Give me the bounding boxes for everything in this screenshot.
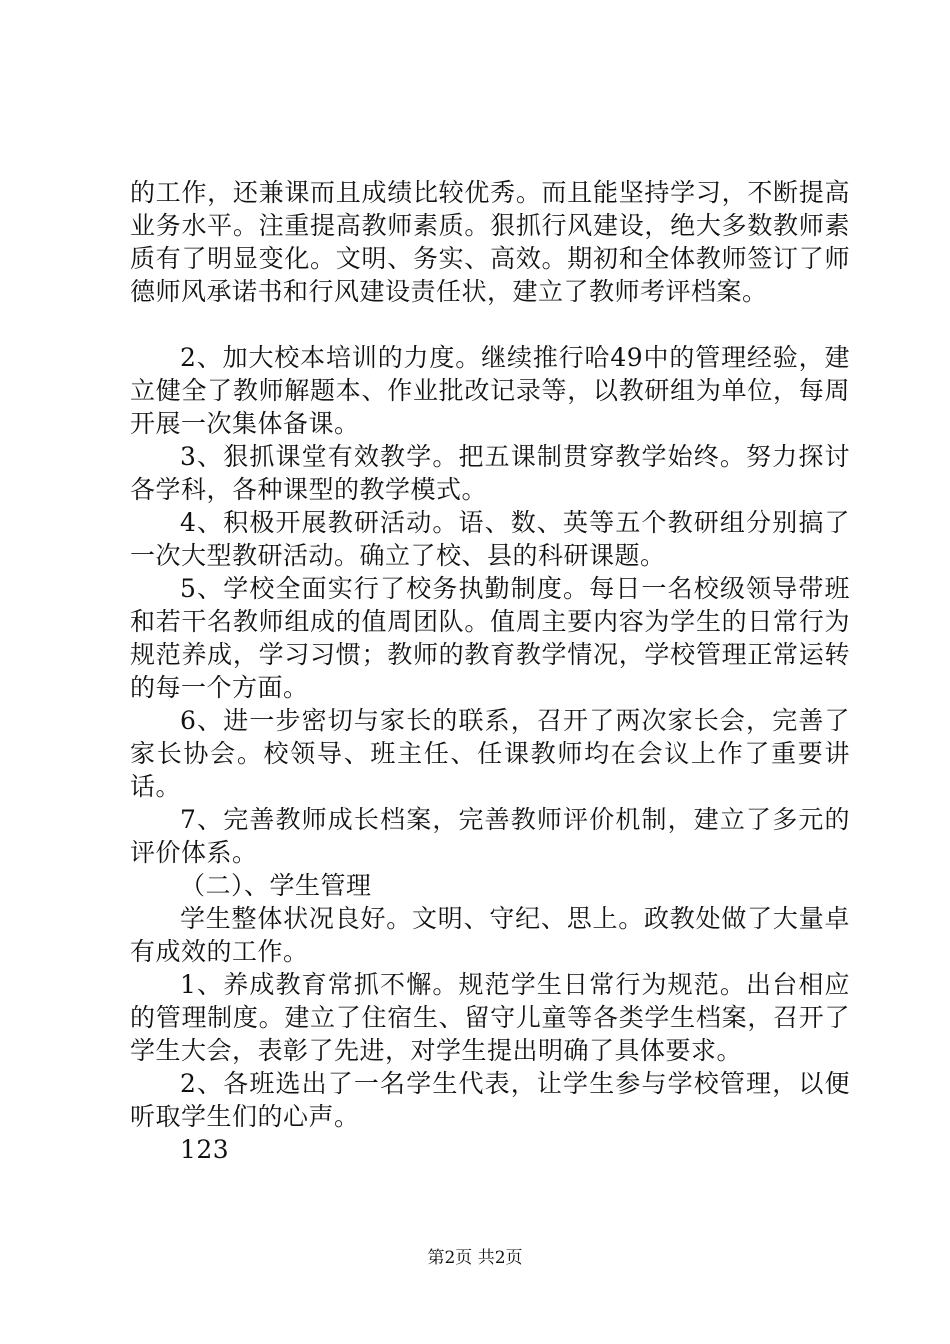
paragraph-student-item-2: 2、各班选出了一名学生代表，让学生参与学校管理，以便听取学生们的心声。 [130, 1069, 850, 1131]
paragraph-continuation: 的工作，还兼课而且成绩比较优秀。而且能坚持学习，不断提高业务水平。注重提高教师素质。狠抓行风建设，绝大多数教师素质有了明显变化。文明、务实、高效。期初和全体教师签订了师德师风承诺书和行风建设责任状，建立了教师考评档案。 [130, 178, 850, 306]
paragraph-trailing-number: 123 [180, 1135, 230, 1164]
paragraph-item-3: 3、狠抓课堂有效教学。把五课制贯穿教学始终。努力探讨各学科，各种课型的教学模式。 [130, 442, 850, 504]
page-footer: 第2页 共2页 [427, 1248, 523, 1268]
paragraph-item-7: 7、完善教师成长档案，完善教师评价机制，建立了多元的评价体系。 [130, 805, 850, 867]
paragraph-item-2: 2、加大校本培训的力度。继续推行哈49中的管理经验，建立健全了教师解题本、作业批改记录等，以教研组为单位，每周开展一次集体备课。 [130, 343, 850, 438]
paragraph-item-5: 5、学校全面实行了校务执勤制度。每日一名校级领导带班和若干名教师组成的值周团队。值周主要内容为学生的日常行为规范养成，学习习惯；教师的教育教学情况，学校管理正常运转的每一个方面。 [130, 574, 850, 702]
paragraph-item-6: 6、进一步密切与家长的联系，召开了两次家长会，完善了家长协会。校领导、班主任、任课教师均在会议上作了重要讲话。 [130, 706, 850, 801]
section-heading-student-management: （二）、学生管理 [180, 871, 372, 900]
paragraph-student-overview: 学生整体状况良好。文明、守纪、思上。政教处做了大量卓有成效的工作。 [130, 904, 850, 966]
paragraph-student-item-1: 1、养成教育常抓不懈。规范学生日常行为规范。出台相应的管理制度。建立了住宿生、留守儿童等各类学生档案，召开了学生大会，表彰了先进，对学生提出明确了具体要求。 [130, 970, 850, 1065]
paragraph-item-4: 4、积极开展教研活动。语、数、英等五个教研组分别搞了一次大型教研活动。确立了校、县的科研课题。 [130, 508, 850, 570]
document-body [130, 176, 850, 1166]
